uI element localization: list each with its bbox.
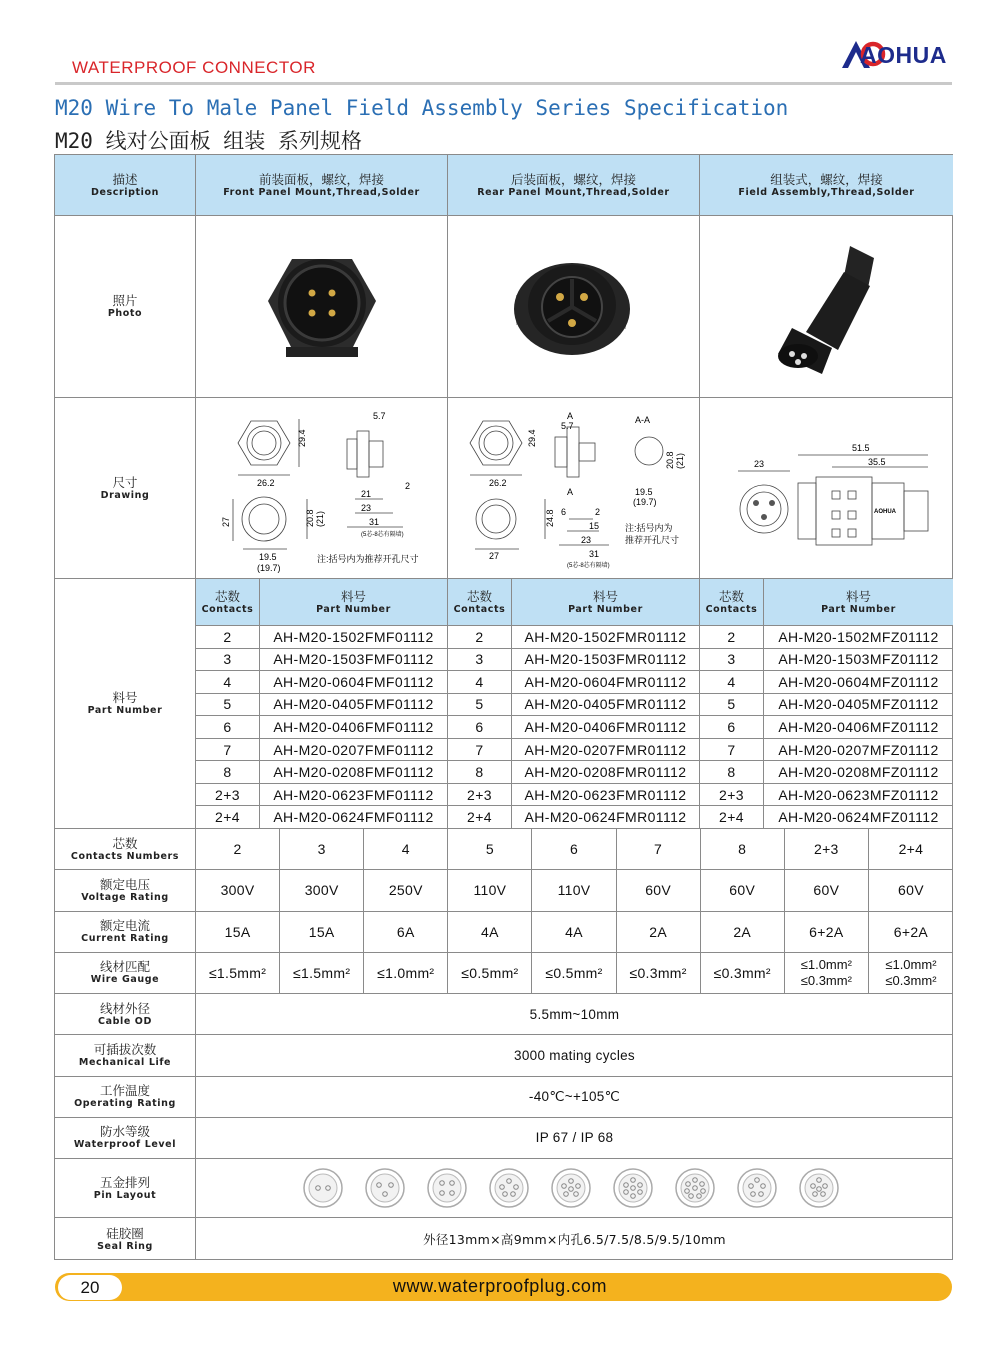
pn-value-cell: AH-M20-0405FMR01112 [512,694,700,717]
pn-contacts-cell: 8 [196,761,260,784]
col-header-front: 前装面板，螺纹，焊接 Front Panel Mount,Thread,Solder [196,155,448,216]
svg-text:A-A: A-A [634,415,650,425]
dim-label: 5.7 [372,411,386,421]
svg-text:23: 23 [580,535,591,545]
pn-value-cell: AH-M20-0604FMF01112 [260,671,448,694]
spec-value-cell: 60V [785,870,869,911]
spec-value-cell: ≤1.5mm² [196,953,280,994]
svg-text:29.4: 29.4 [296,429,307,447]
span-label: 可插拔次数 Mechanical Life [55,1035,196,1076]
spec-label: 额定电流 Current Rating [55,912,196,953]
pin-layout-icons [196,1159,953,1217]
seal-ring-label: 硅胶圈 Seal Ring [55,1218,196,1260]
pin-3-icon [366,1169,404,1207]
contacts-subheader: 芯数 Contacts [196,579,260,626]
pin-7-icon [614,1169,652,1207]
page-number: 20 [58,1275,122,1300]
pn-contacts-cell: 4 [700,671,764,694]
pin-8-icon [676,1169,714,1207]
spec-value-cell: ≤0.5mm² [532,953,616,994]
pin-layout-label: 五金排列 Pin Layout [55,1159,196,1218]
svg-text:(21): (21) [314,510,325,527]
spec-value-cell: 2+4 [869,829,953,870]
photo-field-assembly [700,216,953,398]
pn-value-cell: AH-M20-0207MFZ01112 [764,739,953,762]
pn-contacts-cell: 2+4 [700,806,764,829]
drawing-rear-panel [448,398,700,579]
spec-value-cell: 2A [617,912,701,953]
spec-value-cell: 6+2A [785,912,869,953]
pn-contacts-cell: 2+3 [448,784,512,807]
svg-text:19.5: 19.5 [258,552,277,562]
drawing-front-panel [196,398,448,579]
pn-subheader: 料号 Part Number [764,579,953,626]
rear-panel-connector-icon [494,237,654,377]
span-label: 工作温度 Operating Rating [55,1077,196,1118]
svg-text:27: 27 [220,516,231,527]
spec-value-cell: 6 [532,829,616,870]
pin-4-icon [428,1169,466,1207]
spec-value-cell: 6A [364,912,448,953]
col-header-field: 组装式，螺纹，焊接 Field Assembly,Thread,Solder [700,155,953,216]
svg-text:2: 2 [404,481,410,491]
pn-contacts-cell: 2 [448,626,512,649]
pn-contacts-cell: 2+3 [700,784,764,807]
spec-value-cell: 60V [617,870,701,911]
pn-value-cell: AH-M20-0623FMR01112 [512,784,700,807]
spec-value-cell: ≤0.3mm² [701,953,785,994]
pn-value-cell: AH-M20-0207FMR01112 [512,739,700,762]
span-label: 线材外径 Cable OD [55,994,196,1035]
brand-title: WATERPROOF CONNECTOR [72,58,316,77]
svg-text:20.8: 20.8 [304,509,315,527]
pn-value-cell: AH-M20-0208FMR01112 [512,761,700,784]
rear-panel-drawing-icon [449,399,699,577]
pn-contacts-cell: 7 [196,739,260,762]
svg-text:(21): (21) [674,452,685,469]
pn-value-cell: AH-M20-0604FMR01112 [512,671,700,694]
spec-value-cell: 5 [448,829,532,870]
spec-value-cell: 2+3 [785,829,869,870]
svg-text:21: 21 [360,489,371,499]
pn-contacts-cell: 2+3 [196,784,260,807]
pn-contacts-cell: 5 [448,694,512,717]
pn-value-cell: AH-M20-1503MFZ01112 [764,649,953,672]
pn-value-cell: AH-M20-0208FMF01112 [260,761,448,784]
spec-value-cell: 60V [701,870,785,911]
svg-text:24.8: 24.8 [544,509,555,527]
span-value-cell: 3000 mating cycles [196,1035,953,1076]
svg-text:26.2: 26.2 [256,478,275,488]
spec-value-cell: 15A [196,912,280,953]
field-assembly-connector-icon [752,232,902,382]
pn-value-cell: AH-M20-1503FMR01112 [512,649,700,672]
spec-value-cell: ≤1.0mm² ≤0.3mm² [869,953,953,994]
svg-text:(5芯-8芯有隔墙): (5芯-8芯有隔墙) [566,563,610,569]
spec-value-cell: 7 [617,829,701,870]
spec-value-cell: 4 [364,829,448,870]
pn-contacts-cell: 3 [448,649,512,672]
pn-subheader: 料号 Part Number [512,579,700,626]
pn-contacts-cell: 5 [196,694,260,717]
contacts-subheader: 芯数 Contacts [700,579,764,626]
pin-layout-cell [196,1159,953,1218]
pn-value-cell: AH-M20-0406FMR01112 [512,716,700,739]
svg-text:23: 23 [753,459,764,469]
pn-value-cell: AH-M20-0624FMF01112 [260,806,448,829]
pin-2-icon [304,1169,342,1207]
drawing-label: 尺寸 Drawing [55,398,196,579]
spec-value-cell: 15A [280,912,364,953]
pn-value-cell: AH-M20-1502FMR01112 [512,626,700,649]
spec-label: 线材匹配 Wire Gauge [55,953,196,994]
spec-value-cell: ≤0.3mm² [617,953,701,994]
svg-text:6: 6 [560,507,566,517]
pin-2+3-icon [738,1169,776,1207]
pn-contacts-cell: 2+4 [196,806,260,829]
svg-text:31: 31 [368,517,379,527]
pn-value-cell: AH-M20-0604MFZ01112 [764,671,953,694]
svg-text:23: 23 [360,503,371,513]
pn-value-cell: AH-M20-0623FMF01112 [260,784,448,807]
pn-value-cell: AH-M20-0624FMR01112 [512,806,700,829]
pn-value-cell: AH-M20-1502FMF01112 [260,626,448,649]
svg-text:A: A [566,411,573,421]
photo-rear-panel [448,216,700,398]
spec-value-cell: ≤0.5mm² [448,953,532,994]
pn-value-cell: AH-M20-0207FMF01112 [260,739,448,762]
website-url[interactable]: www.waterproofplug.com [392,1276,608,1296]
span-value-cell: IP 67 / IP 68 [196,1118,953,1159]
page-title-cn: M20 线对公面板 组装 系列规格 [55,129,362,153]
pn-value-cell: AH-M20-1503FMF01112 [260,649,448,672]
front-panel-drawing-icon [197,399,447,577]
pn-contacts-cell: 6 [196,716,260,739]
span-label: 防水等级 Waterproof Level [55,1118,196,1159]
pn-contacts-cell: 7 [700,739,764,762]
drawing-field-assembly [700,398,953,579]
spec-table [54,154,953,1260]
span-value-cell: 5.5mm~10mm [196,994,953,1035]
pn-contacts-cell: 8 [700,761,764,784]
spec-value-cell: 300V [196,870,280,911]
svg-text:注:括号内为: 注:括号内为 [624,523,673,533]
pn-value-cell: AH-M20-0406FMF01112 [260,716,448,739]
spec-label: 额定电压 Voltage Rating [55,870,196,911]
pn-subheader: 料号 Part Number [260,579,448,626]
spec-value-cell: 60V [869,870,953,911]
pin-2+4-icon [800,1169,838,1207]
svg-text:AOHUA: AOHUA [873,509,896,515]
photo-label: 照片 Photo [55,216,196,398]
front-panel-connector-icon [252,237,392,377]
spec-value-cell: 6+2A [869,912,953,953]
pn-contacts-cell: 3 [196,649,260,672]
span-value-cell: -40℃~+105℃ [196,1077,953,1118]
svg-text:29.4: 29.4 [526,429,537,447]
pn-value-cell: AH-M20-1502MFZ01112 [764,626,953,649]
pn-contacts-cell: 6 [448,716,512,739]
svg-text:2: 2 [594,507,600,517]
svg-text:15: 15 [588,521,599,531]
pn-contacts-cell: 3 [700,649,764,672]
pn-contacts-cell: 2+4 [448,806,512,829]
pn-value-cell: AH-M20-0406MFZ01112 [764,716,953,739]
pn-contacts-cell: 4 [448,671,512,694]
pn-contacts-cell: 7 [448,739,512,762]
photo-front-panel [196,216,448,398]
svg-text:27: 27 [488,551,499,561]
spec-value-cell: 8 [701,829,785,870]
svg-text:(19.7): (19.7) [632,497,657,507]
spec-value-cell: 2A [701,912,785,953]
pin-5-icon [490,1169,528,1207]
svg-text:20.8: 20.8 [664,451,675,469]
contacts-subheader: 芯数 Contacts [448,579,512,626]
pn-contacts-cell: 4 [196,671,260,694]
spec-value-cell: 300V [280,870,364,911]
col-header-rear: 后装面板，螺纹，焊接 Rear Panel Mount,Thread,Solder [448,155,700,216]
svg-text:(5芯-8芯有隔墙): (5芯-8芯有隔墙) [360,532,404,538]
svg-text:5.7: 5.7 [560,421,574,431]
spec-value-cell: ≤1.0mm² ≤0.3mm² [785,953,869,994]
svg-text:注:括号内为推荐开孔尺寸: 注:括号内为推荐开孔尺寸 [316,554,419,564]
spec-value-cell: 250V [364,870,448,911]
seal-ring-value: 外径13mm×高9mm×内孔6.5/7.5/8.5/9.5/10mm [423,1232,726,1247]
desc-header: 描述 Description [55,155,196,216]
spec-value-cell: 3 [280,829,364,870]
pn-value-cell: AH-M20-0405MFZ01112 [764,694,953,717]
pn-value-cell: AH-M20-0623MFZ01112 [764,784,953,807]
spec-label: 芯数 Contacts Numbers [55,829,196,870]
svg-text:51.5: 51.5 [851,443,870,453]
spec-value-cell: ≤1.0mm² [364,953,448,994]
pn-value-cell: AH-M20-0624MFZ01112 [764,806,953,829]
pn-contacts-cell: 2 [196,626,260,649]
field-assembly-drawing-icon [702,399,952,577]
spec-value-cell: 4A [532,912,616,953]
pn-contacts-cell: 5 [700,694,764,717]
pn-value-cell: AH-M20-0208MFZ01112 [764,761,953,784]
part-number-label: 料号 Part Number [55,579,196,829]
pn-value-cell: AH-M20-0405FMF01112 [260,694,448,717]
logo-text: AOHUA [860,42,947,68]
svg-text:推荐开孔尺寸: 推荐开孔尺寸 [624,535,679,545]
spec-value-cell: ≤1.5mm² [280,953,364,994]
svg-text:31: 31 [588,549,599,559]
spec-value-cell: 110V [532,870,616,911]
svg-text:26.2: 26.2 [488,478,507,488]
spec-value-cell: 110V [448,870,532,911]
svg-text:A: A [566,487,573,497]
svg-text:19.5: 19.5 [634,487,653,497]
spec-value-cell: 4A [448,912,532,953]
svg-text:35.5: 35.5 [867,457,886,467]
header-divider [55,82,952,85]
page-title-en: M20 Wire To Male Panel Field Assembly Series Specification [55,96,789,120]
pn-contacts-cell: 8 [448,761,512,784]
pn-contacts-cell: 6 [700,716,764,739]
pn-contacts-cell: 2 [700,626,764,649]
svg-text:(19.7): (19.7) [256,563,281,573]
spec-value-cell: 2 [196,829,280,870]
pin-6-icon [552,1169,590,1207]
